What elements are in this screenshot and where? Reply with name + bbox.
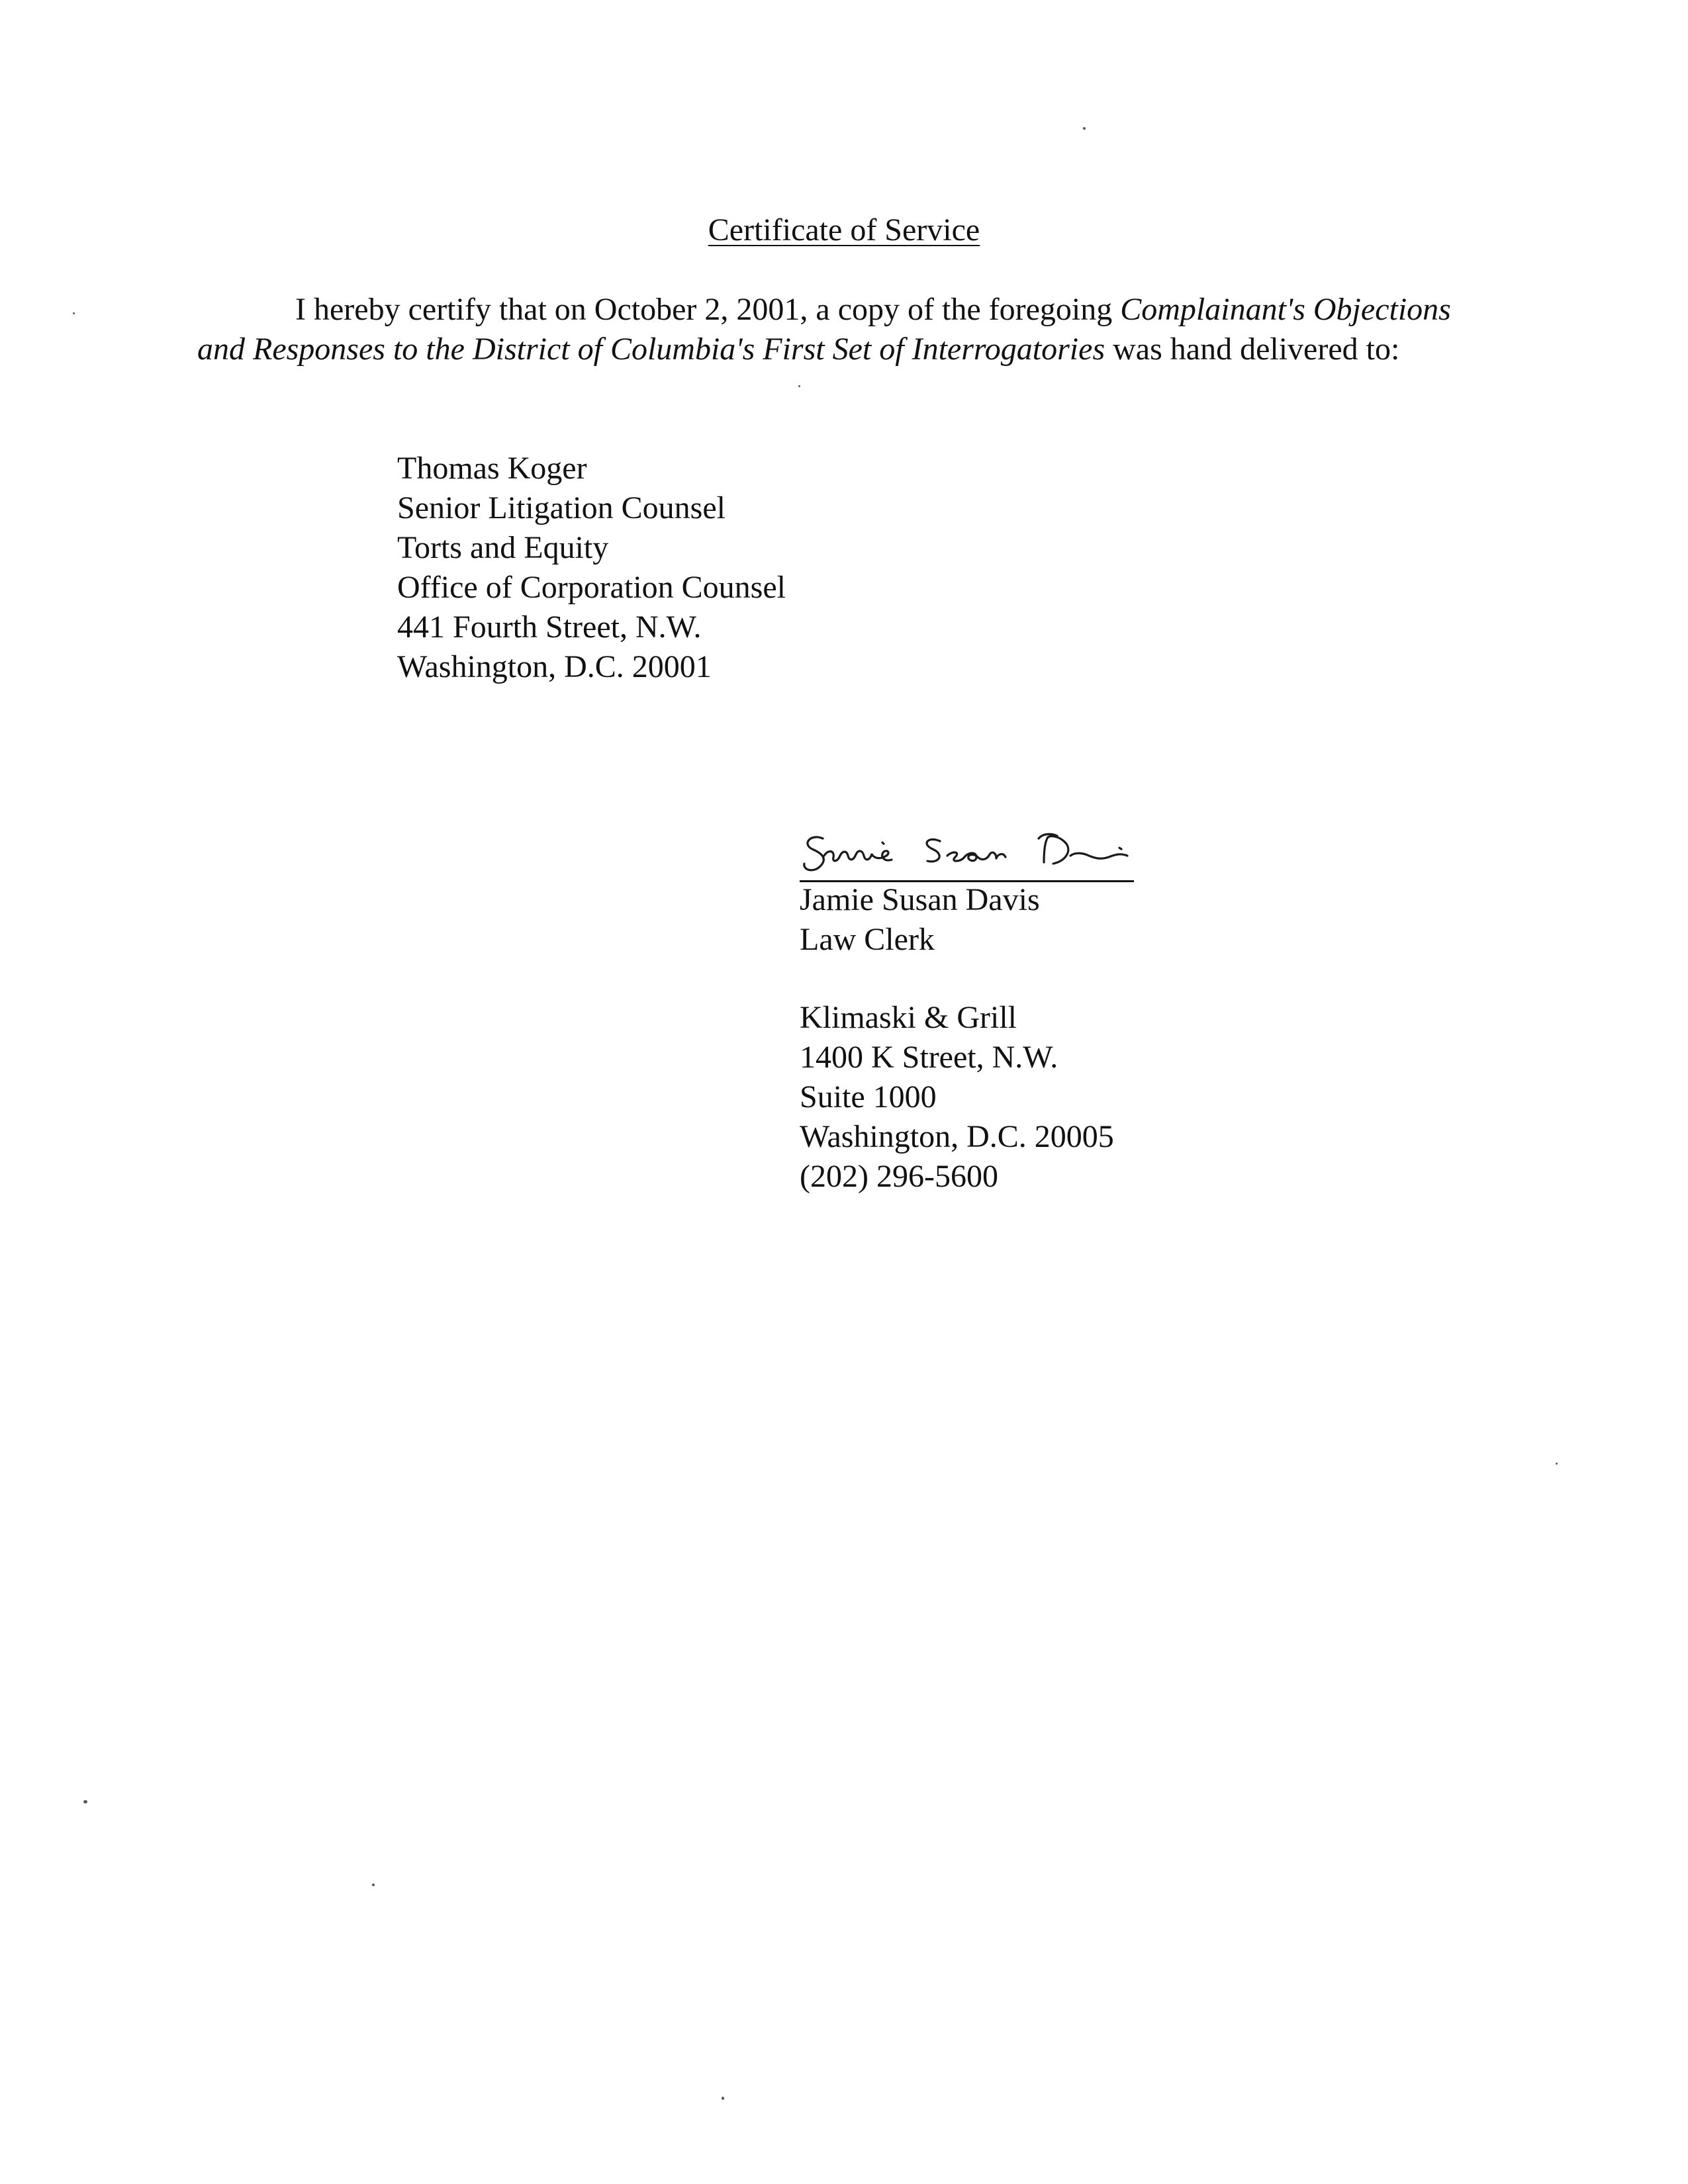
scan-speck	[83, 1800, 87, 1803]
signer-title: Law Clerk	[800, 922, 935, 957]
paragraph-intro: I hereby certify that on October 2, 2001, a copy of the foregoing	[295, 292, 1121, 327]
firm-name: Klimaski & Grill	[800, 1000, 1017, 1035]
recipient-position: Senior Litigation Counsel	[397, 490, 726, 525]
scan-speck	[798, 385, 800, 387]
certificate-title-text: Certificate of Service	[708, 212, 980, 248]
firm-street: 1400 K Street, N.W.	[800, 1040, 1058, 1075]
recipient-street: 441 Fourth Street, N.W.	[397, 610, 702, 645]
scan-speck	[372, 1884, 375, 1886]
served-document-title: Complainant's Objections and Responses to the District of Columbia's First Set of Interrogatories	[197, 292, 1451, 367]
firm-suite: Suite 1000	[800, 1079, 937, 1115]
certification-paragraph	[197, 290, 1455, 369]
scan-speck	[73, 312, 75, 314]
scan-speck	[1556, 1463, 1558, 1465]
recipient-name: Thomas Koger	[397, 451, 587, 486]
certificate-title	[0, 210, 1688, 250]
scan-speck	[1083, 127, 1086, 130]
recipient-city: Washington, D.C. 20001	[397, 649, 712, 684]
scan-speck	[722, 2097, 724, 2100]
signer-block	[800, 880, 1040, 960]
handwritten-signature	[798, 824, 1135, 884]
firm-address-block	[800, 998, 1114, 1197]
recipient-office: Office of Corporation Counsel	[397, 570, 786, 605]
recipient-address-block	[397, 449, 786, 687]
firm-phone: (202) 296-5600	[800, 1159, 998, 1194]
signature-scribble	[798, 824, 1135, 884]
signer-name: Jamie Susan Davis	[800, 882, 1040, 917]
firm-city: Washington, D.C. 20005	[800, 1119, 1114, 1154]
recipient-division: Torts and Equity	[397, 530, 609, 565]
paragraph-outro: was hand delivered to:	[1105, 332, 1400, 367]
